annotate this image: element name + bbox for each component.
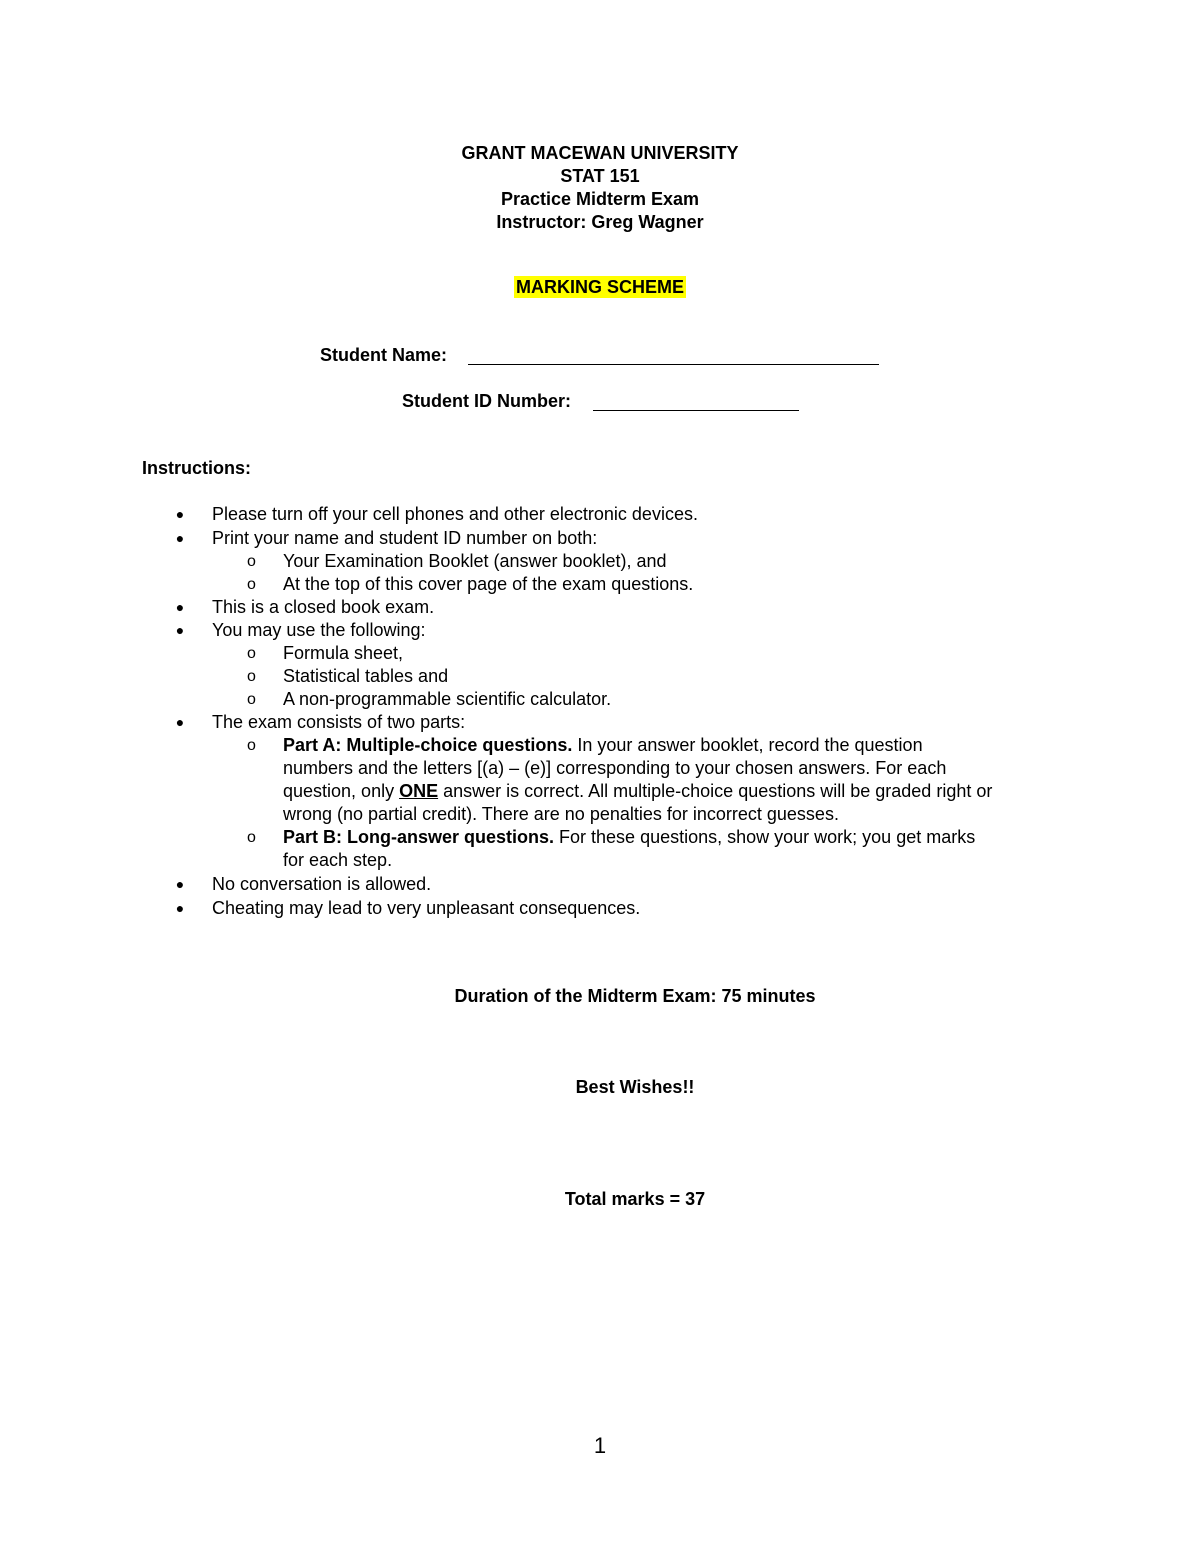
instructions-list xyxy=(0,503,1200,920)
list-item: ● The exam consists of two parts: xyxy=(175,712,466,732)
student-name-label: Student Name: xyxy=(320,345,448,365)
circle-bullet-icon: o xyxy=(247,691,256,708)
sub-list-item: o Your Examination Booklet (answer booklet), and xyxy=(247,551,667,571)
student-id-label: Student ID Number: xyxy=(402,391,571,411)
marking-scheme-label: MARKING SCHEME xyxy=(515,277,684,297)
list-item: ● Cheating may lead to very unpleasant consequences. xyxy=(175,898,641,918)
list-item: ● No conversation is allowed. xyxy=(175,874,432,894)
instructions-heading: Instructions: xyxy=(142,458,252,478)
circle-bullet-icon: o xyxy=(247,829,256,846)
sub-list-continuation: wrong (no partial credit). There are no penalties for incorrect guesses. xyxy=(283,804,839,824)
bullet-icon: ● xyxy=(175,622,185,638)
bullet-icon: ● xyxy=(175,530,185,546)
part-b-label: Part B: Long-answer questions. xyxy=(283,827,555,847)
list-item: ● Please turn off your cell phones and other electronic devices. xyxy=(175,504,698,524)
sub-list-item: o Statistical tables and xyxy=(247,666,449,686)
bullet-icon: ● xyxy=(175,876,185,892)
document-header xyxy=(0,142,1200,234)
circle-bullet-icon: o xyxy=(247,737,256,754)
sub-list-continuation: for each step. xyxy=(283,850,393,870)
page-number: 1 xyxy=(593,1433,607,1458)
circle-bullet-icon: o xyxy=(247,668,256,685)
best-wishes: Best Wishes!! xyxy=(575,1077,695,1097)
total-marks: Total marks = 37 xyxy=(564,1189,706,1209)
bullet-icon: ● xyxy=(175,900,185,916)
bullet-icon: ● xyxy=(175,714,185,730)
sub-list-continuation: numbers and the letters [(a) – (e)] corresponding to your chosen answers. For each xyxy=(283,758,947,778)
sub-list-item-part-a: o Part A: Multiple-choice questions. In your answer booklet, record the question xyxy=(247,735,923,755)
circle-bullet-icon: o xyxy=(247,553,256,570)
sub-list-continuation: question, only ONE answer is correct. All multiple-choice questions will be graded right or xyxy=(283,781,993,801)
exam-title: Practice Midterm Exam xyxy=(500,189,700,209)
sub-list-item: o At the top of this cover page of the exam questions. xyxy=(247,574,694,594)
exam-duration: Duration of the Midterm Exam: 75 minutes xyxy=(454,986,816,1006)
sub-list-item-part-b: o Part B: Long-answer questions. For these questions, show your work; you get marks xyxy=(247,827,976,847)
bullet-icon: ● xyxy=(175,599,185,615)
part-a-label: Part A: Multiple-choice questions. xyxy=(283,735,573,755)
university-name: GRANT MACEWAN UNIVERSITY xyxy=(461,143,739,163)
course-code: STAT 151 xyxy=(560,166,640,186)
sub-list-item: o Formula sheet, xyxy=(247,643,404,663)
student-name-blank[interactable] xyxy=(468,346,879,365)
list-item: ● You may use the following: xyxy=(175,620,426,640)
list-item: ● This is a closed book exam. xyxy=(175,597,435,617)
bullet-icon: ● xyxy=(175,506,185,522)
list-item: ● Print your name and student ID number on both: xyxy=(175,528,598,548)
sub-list-item: o A non-programmable scientific calculator. xyxy=(247,689,612,709)
circle-bullet-icon: o xyxy=(247,645,256,662)
student-id-blank[interactable] xyxy=(593,392,799,411)
one-emphasis: ONE xyxy=(399,781,439,801)
instructor-name: Instructor: Greg Wagner xyxy=(496,212,704,232)
marking-scheme-heading xyxy=(0,276,1200,299)
circle-bullet-icon: o xyxy=(247,576,256,593)
